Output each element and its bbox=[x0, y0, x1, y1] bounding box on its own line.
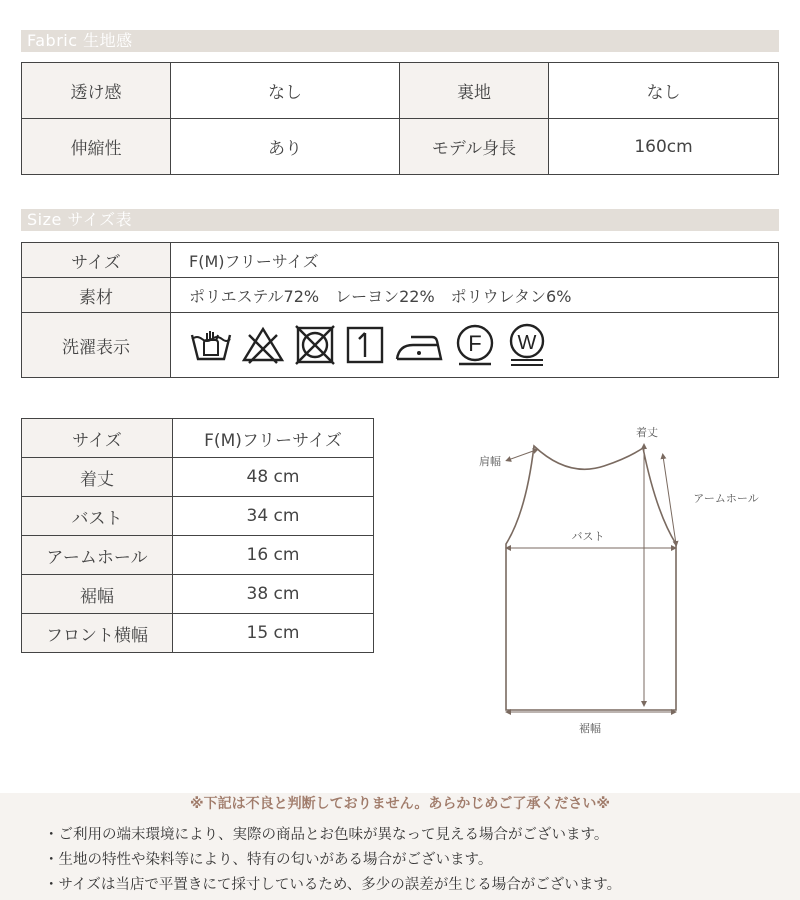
measure-label-hem: 裾幅 bbox=[22, 575, 173, 614]
material-value: ポリエステル72% レーヨン22% ポリウレタン6% bbox=[171, 278, 779, 313]
measure-label-armhole: アームホール bbox=[22, 536, 173, 575]
notes-title: ※下記は不良と判断しておりません。あらかじめご了承ください※ bbox=[189, 796, 611, 812]
fabric-value-model-height: 160cm bbox=[549, 119, 779, 175]
fabric-label-model-height: モデル身長 bbox=[400, 119, 549, 175]
label-hem: 裾幅 bbox=[579, 722, 601, 735]
table-row bbox=[22, 497, 374, 536]
no-bleach-icon bbox=[241, 325, 285, 365]
note-item: ・生地の特性や染料等により、特有の匂いがある場合がございます。 bbox=[44, 852, 493, 868]
measure-header-value: F(M)フリーサイズ bbox=[173, 419, 374, 458]
measure-value-bust: 34 cm bbox=[173, 497, 374, 536]
fabric-label-transparency: 透け感 bbox=[22, 63, 171, 119]
label-length: 着丈 bbox=[636, 426, 658, 439]
fabric-table bbox=[21, 62, 779, 175]
line-dry-icon bbox=[345, 325, 385, 365]
care-icons-cell bbox=[171, 313, 779, 378]
dry-clean-f-icon bbox=[453, 323, 497, 367]
dry-clean-f-letter: F bbox=[468, 331, 482, 356]
table-row bbox=[22, 63, 779, 119]
no-tumble-dry-icon bbox=[293, 325, 337, 365]
size-section-header: Size サイズ表 bbox=[21, 209, 779, 231]
garment-outline bbox=[506, 446, 676, 710]
fabric-value-lining: なし bbox=[549, 63, 779, 119]
fabric-value-transparency: なし bbox=[171, 63, 400, 119]
label-bust: バスト bbox=[571, 530, 605, 543]
table-row bbox=[22, 278, 779, 313]
measure-label-length: 着丈 bbox=[22, 458, 173, 497]
measure-label-front-width: フロント横幅 bbox=[22, 614, 173, 653]
note-item: ・ご利用の端末環境により、実際の商品とお色味が異なって見える場合がございます。 bbox=[44, 827, 609, 843]
measure-value-front-width: 15 cm bbox=[173, 614, 374, 653]
measurement-table bbox=[21, 418, 374, 653]
label-shoulder: 肩幅 bbox=[479, 455, 501, 468]
note-item: ・サイズは当店で平置きにて採寸しているため、多少の誤差が生じる場合がございます。 bbox=[44, 877, 622, 893]
size-info-table bbox=[21, 242, 779, 378]
fabric-label-stretch: 伸縮性 bbox=[22, 119, 171, 175]
care-icons bbox=[189, 323, 778, 367]
material-label: 素材 bbox=[22, 278, 171, 313]
fabric-section-header: Fabric 生地感 bbox=[21, 30, 779, 52]
measure-value-hem: 38 cm bbox=[173, 575, 374, 614]
table-row bbox=[22, 458, 374, 497]
table-row bbox=[22, 313, 779, 378]
notes-panel bbox=[0, 793, 800, 900]
table-row bbox=[22, 614, 374, 653]
table-row bbox=[22, 119, 779, 175]
fabric-value-stretch: あり bbox=[171, 119, 400, 175]
low-iron-icon bbox=[393, 325, 445, 365]
table-row bbox=[22, 536, 374, 575]
fabric-label-lining: 裏地 bbox=[400, 63, 549, 119]
hand-wash-icon bbox=[189, 325, 233, 365]
wet-clean-w-icon bbox=[505, 323, 549, 367]
garment-diagram bbox=[470, 420, 780, 740]
measure-header-label: サイズ bbox=[22, 419, 173, 458]
size-label: サイズ bbox=[22, 243, 171, 278]
label-armhole: アームホール bbox=[693, 492, 759, 505]
table-row bbox=[22, 243, 779, 278]
table-row bbox=[22, 575, 374, 614]
measure-label-bust: バスト bbox=[22, 497, 173, 536]
wet-clean-w-letter: W bbox=[517, 332, 537, 354]
table-row bbox=[22, 419, 374, 458]
measure-value-armhole: 16 cm bbox=[173, 536, 374, 575]
size-value: F(M)フリーサイズ bbox=[171, 243, 779, 278]
care-label: 洗濯表示 bbox=[22, 313, 171, 378]
measure-value-length: 48 cm bbox=[173, 458, 374, 497]
